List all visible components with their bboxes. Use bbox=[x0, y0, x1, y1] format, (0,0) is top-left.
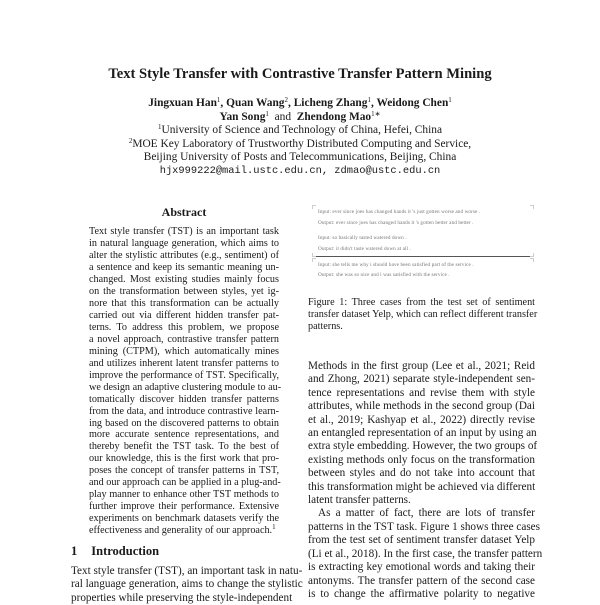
body-line: from the test set of sentiment transfer dataset Yelp bbox=[308, 534, 535, 547]
author: Yan Song bbox=[219, 110, 266, 123]
affiliation-mark: 1 bbox=[157, 123, 162, 131]
abstract-line bbox=[89, 525, 279, 537]
abstract-line: improve the performance of TST. Specifically, bbox=[89, 369, 279, 381]
affiliation-mark: 1 bbox=[265, 109, 269, 118]
abstract-line: from the data, and introduce contrastive learn- bbox=[89, 405, 279, 417]
abstract-line: poses the concept of transfer patterns in TST, bbox=[89, 465, 279, 477]
author: Licheng Zhang bbox=[293, 97, 368, 109]
affiliation bbox=[0, 138, 600, 152]
abstract-line-text: effectiveness and generality of our approach. bbox=[89, 525, 273, 537]
figure-caption bbox=[308, 297, 538, 333]
author: Weidong Chen bbox=[376, 97, 449, 109]
caption-line: transfer dataset Yelp, which can reflect different transfer bbox=[308, 309, 538, 320]
intro-line: Text style transfer (TST), an important task in natu- bbox=[71, 565, 303, 577]
and-word: and bbox=[274, 110, 292, 123]
abstract-line: alter the stylistic attributes (e.g., sentiment) of bbox=[89, 249, 279, 261]
affiliation-text: Beijing University of Posts and Telecommunications, Beijing, China bbox=[143, 151, 457, 164]
separator: , bbox=[287, 97, 294, 109]
abstract-heading: Abstract bbox=[161, 205, 207, 219]
abstract-line: further improve their performance. Extensive bbox=[89, 501, 279, 513]
body-line: et al., 2019; Kashyap et al., 2022) directly revise bbox=[308, 413, 535, 426]
author: Quan Wang bbox=[226, 97, 285, 109]
author: Jingxuan Han bbox=[148, 97, 217, 109]
section-number: 1 bbox=[71, 544, 78, 558]
abstract-line: and our approach can be applied in a plug-and- bbox=[89, 477, 281, 489]
body-line: tence representations and revise them with style bbox=[308, 386, 535, 399]
author-list bbox=[0, 97, 600, 124]
abstract-body bbox=[89, 226, 282, 537]
paper-title: Text Style Transfer with Contrastive Transfer Pattern Mining bbox=[108, 66, 492, 82]
body-line: attributes, while methods in the second group (Dai bbox=[308, 400, 535, 413]
section-heading bbox=[71, 544, 173, 559]
affiliation bbox=[0, 124, 600, 138]
affiliation-text: University of Science and Technology of China, Hefei, China bbox=[161, 124, 443, 136]
author: Zhendong Mao bbox=[296, 110, 372, 123]
separator: , bbox=[220, 97, 227, 109]
case-2-input: Input: so basically tasted watered down . bbox=[318, 235, 407, 241]
affiliation-mark: 1 bbox=[216, 96, 221, 104]
affiliation bbox=[0, 151, 600, 165]
abstract-line: Text style transfer (TST) is an important task bbox=[89, 226, 279, 237]
abstract-line: changed. Most existing studies mainly focus bbox=[89, 273, 279, 285]
case-3-input: Input: she tells me why i should have been satisfied part of the service . bbox=[318, 262, 474, 268]
body-line: As a matter of fact, there are lots of transfer bbox=[318, 507, 535, 520]
body-line: extra style embedding. However, the two groups of bbox=[308, 440, 538, 453]
body-line: existing methods only focus on the transformation bbox=[308, 453, 535, 466]
abstract-line: ing based on the discovered patterns to obtain bbox=[89, 417, 279, 429]
affiliation-mark: 1∗ bbox=[371, 109, 381, 118]
caption-line: patterns. bbox=[308, 321, 343, 332]
abstract-line: on the transformation between styles, yet ig- bbox=[89, 285, 279, 297]
abstract-line: thereby benefit the TST task. To the best of bbox=[89, 441, 279, 453]
author-emails[interactable]: hjx999222@mail.ustc.edu.cn, zdmao@ustc.edu.cn bbox=[159, 165, 441, 177]
abstract-line: we design an adaptive clustering module to au- bbox=[89, 381, 282, 393]
affiliation-mark: 1 bbox=[448, 96, 452, 104]
affiliations bbox=[0, 124, 600, 165]
affiliation-mark: 1 bbox=[367, 96, 371, 104]
body-line: is extracting key emotional words and taking their bbox=[308, 561, 535, 574]
author-line-2 bbox=[0, 111, 600, 125]
abstract-line: tomatically discover hidden transfer patterns bbox=[89, 393, 279, 405]
abstract-line: our knowledge, this is the first work that pro- bbox=[89, 453, 279, 465]
body-line: latent transfer patterns. bbox=[308, 494, 411, 507]
body-line: (Li et al., 2018). In the first case, the transfer pattern bbox=[308, 547, 543, 560]
abstract-line: and utilizes inherent latent transfer patterns to bbox=[89, 357, 279, 369]
affiliation-mark: 2 bbox=[128, 136, 133, 145]
abstract-line: in natural language generation, which aims to bbox=[89, 237, 279, 249]
footnote-mark[interactable]: 1 bbox=[272, 523, 276, 532]
figure-1 bbox=[312, 205, 534, 283]
affiliation-mark: 2 bbox=[284, 96, 288, 104]
body-line: and Zhong, 2021) separate style-independent sen- bbox=[308, 373, 535, 386]
case-1-input: Input: ever since joes has changed hands it 's just gotten worse and worse . bbox=[318, 209, 481, 215]
abstract-line: nore that this transformation can be actually bbox=[89, 297, 279, 309]
section-title: Introduction bbox=[91, 544, 160, 558]
body-line: patterns in the TST task. Figure 1 shows three cases bbox=[308, 520, 540, 533]
body-line: is to change the affirmative polarity to negative bbox=[308, 587, 535, 600]
author-line-1 bbox=[0, 97, 600, 111]
abstract-line: more accurate sentence representations, and bbox=[89, 429, 279, 441]
case-3-output: Output: she was so nice and i was satisfied with the service . bbox=[318, 272, 450, 278]
abstract-line: play manner to enhance other TST methods to bbox=[89, 489, 279, 501]
abstract-line: a sentence and keep its semantic meaning un- bbox=[89, 261, 279, 273]
caption-line: Figure 1: Three cases from the test set of sentiment bbox=[308, 297, 535, 308]
abstract-line: mining (CTPM), which automatically mines bbox=[89, 345, 279, 357]
abstract-line: carried out via different hidden transfer pat- bbox=[89, 309, 279, 321]
abstract-line: terns. To address this problem, we propose bbox=[89, 321, 279, 333]
right-column-text bbox=[308, 360, 543, 601]
case-2-output: Output: it didn't taste watered down at all . bbox=[318, 246, 411, 252]
introduction-text bbox=[71, 565, 303, 605]
case-1-output: Output: ever since joes has changed hands it 's gotten better and better . bbox=[318, 220, 474, 226]
body-line: this transformation might be achieved via different bbox=[308, 480, 536, 493]
abstract-line: experiments on benchmark datasets verify the bbox=[89, 513, 279, 525]
body-line: between styles and do not take into account that bbox=[308, 467, 535, 480]
intro-line: properties while preserving the style-independent bbox=[71, 591, 293, 604]
body-line: Methods in the first group (Lee et al., 2021; Reid bbox=[308, 360, 535, 372]
separator: , bbox=[370, 97, 377, 109]
affiliation-text: MOE Key Laboratory of Trustworthy Distributed Computing and Service, bbox=[132, 137, 472, 150]
intro-line: ral language generation, aims to change the stylistic bbox=[71, 578, 303, 591]
body-line: antonyms. The transfer pattern of the second case bbox=[308, 574, 535, 587]
abstract-line: a novel approach, contrastive transfer pattern bbox=[89, 333, 279, 345]
body-line: an entangled representation of an input by using an bbox=[308, 427, 537, 440]
figure-divider bbox=[316, 256, 530, 257]
